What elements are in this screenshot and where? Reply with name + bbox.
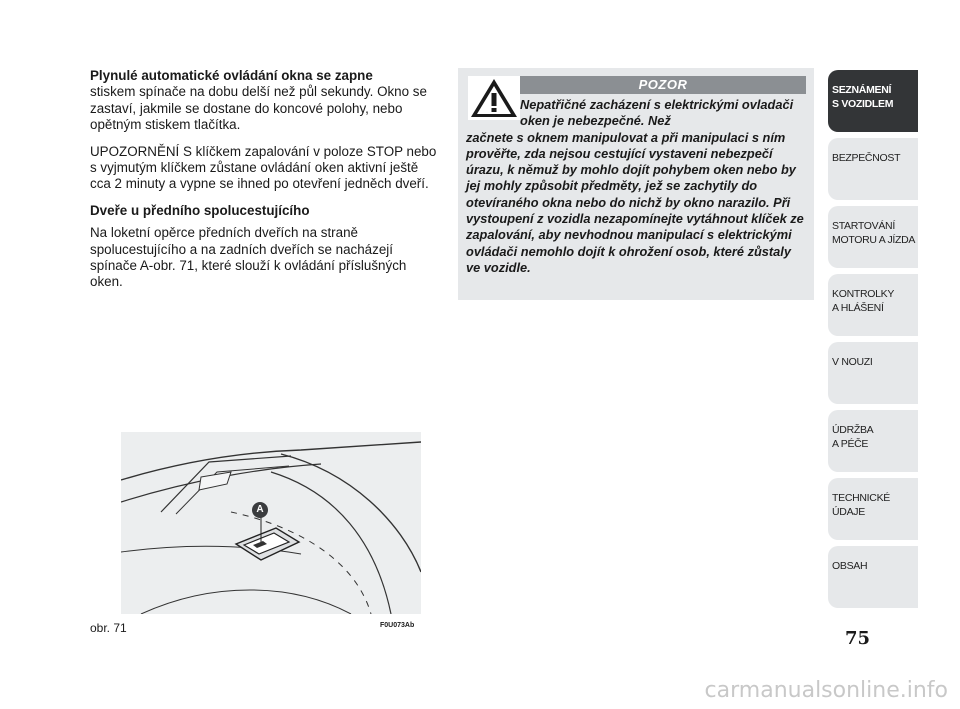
warning-label: POZOR xyxy=(520,76,806,94)
paragraph: Na loketní opěrce předních dveřích na straně spolucestujícího a na zadních dveřích se nacházejí spínače A-obr. 71, které slouží k ovládání příslušných oken. xyxy=(90,225,407,290)
tab-startovani[interactable] xyxy=(828,206,918,268)
tab-v-nouzi[interactable] xyxy=(828,342,918,404)
tab-label: BEZPEČNOST xyxy=(832,152,901,164)
section-heading: Plynulé automatické ovládání okna se zapne xyxy=(90,68,373,83)
warning-body: začnete s oknem manipulovat a při manipulaci s ním prověřte, zda nejsou cestující vystaveni nebezpečí úrazu, k němuž by mohlo dojít pohybem oken nebo by jej mohly způsobit předměty, jež se zachytily do otevíraného okna nebo do nichž by okno narazilo. Při vystoupení z vozidla nezapomínejte vytáhnout klíček ze zapalování, aby nevhodnou manipulací s elektrickými ovládači nemohlo dojít k ohrožení osob, které zůstaly ve vozidle. xyxy=(466,129,804,275)
tab-label: ÚDRŽBA A PÉČE xyxy=(832,424,874,450)
tab-udrzba[interactable] xyxy=(828,410,918,472)
tab-seznameni[interactable] xyxy=(828,70,918,132)
tab-obsah[interactable] xyxy=(828,546,918,608)
page-number: 75 xyxy=(845,628,871,649)
tab-label: KONTROLKY A HLÁŠENÍ xyxy=(832,288,895,314)
figure-marker-a: A xyxy=(252,502,268,518)
warning-lead: Nepatřičné zacházení s elektrickými ovladači oken je nebezpečné. Než xyxy=(520,97,794,129)
tab-bezpecnost[interactable] xyxy=(828,138,918,200)
tab-kontrolky[interactable] xyxy=(828,274,918,336)
warning-box xyxy=(458,68,814,300)
figure-door-switch xyxy=(121,432,421,614)
tab-label: TECHNICKÉ ÚDAJE xyxy=(832,492,890,518)
section-tabs xyxy=(828,70,918,614)
tab-technicke-udaje[interactable] xyxy=(828,478,918,540)
door-armrest-illustration xyxy=(121,432,421,614)
paragraph: stiskem spínače na dobu delší než půl sekundy. Okno se zastaví, jakmile se dostane do koncové polohy, nebo opětným stiskem tlačítka. xyxy=(90,84,427,133)
figure-code: F0U073Ab xyxy=(380,622,415,629)
figure-caption: obr. 71 xyxy=(90,621,127,635)
tab-label: STARTOVÁNÍ MOTORU A JÍZDA xyxy=(832,220,916,246)
subsection-heading: Dveře u předního spolucestujícího xyxy=(90,202,310,218)
warning-text xyxy=(466,97,806,276)
tab-label: SEZNÁMENÍ S VOZIDLEM xyxy=(832,84,894,110)
text-column xyxy=(90,68,440,301)
paragraph-note: UPOZORNĚNÍ S klíčkem zapalování v poloze STOP nebo s vyjmutým klíčkem zůstane ovládání oken aktivní ještě cca 2 minuty a vypne se ihned po otevření jedněch dveří. xyxy=(90,143,437,192)
tab-label: V NOUZI xyxy=(832,356,873,368)
watermark: carmanualsonline.info xyxy=(704,678,948,703)
tab-label: OBSAH xyxy=(832,560,868,572)
